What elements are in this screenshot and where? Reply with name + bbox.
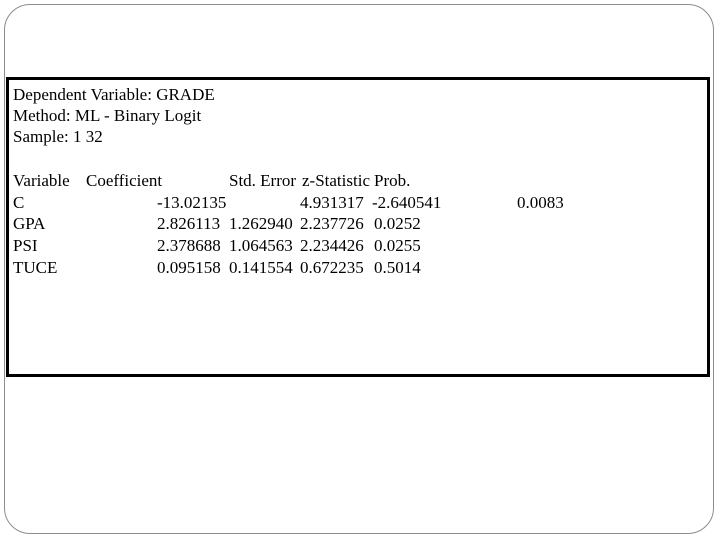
row-psi-variable: PSI <box>13 236 38 255</box>
row-psi-prob: 0.0255 <box>374 236 421 255</box>
column-header-variable: Variable <box>13 171 70 190</box>
row-c-std-error: 4.931317 <box>300 193 364 212</box>
row-tuce-z-statistic: 0.672235 <box>300 258 364 277</box>
row-gpa-std-error: 1.262940 <box>229 214 293 233</box>
row-c-coefficient: -13.02135 <box>157 193 227 212</box>
method-line: Method: ML - Binary Logit <box>13 106 202 125</box>
row-tuce-variable: TUCE <box>13 258 58 277</box>
row-gpa-coefficient: 2.826113 <box>157 214 221 233</box>
column-header-z-statistic: z-Statistic <box>302 171 370 190</box>
column-header-coefficient: Coefficient <box>86 171 163 190</box>
row-c-variable: C <box>13 193 25 212</box>
column-header-std-error: Std. Error <box>229 171 297 190</box>
row-psi-z-statistic: 2.234426 <box>300 236 364 255</box>
dependent-variable-line: Dependent Variable: GRADE <box>13 85 215 104</box>
sample-line: Sample: 1 32 <box>13 127 103 146</box>
row-tuce-coefficient: 0.095158 <box>157 258 221 277</box>
row-gpa-prob: 0.0252 <box>374 214 421 233</box>
row-gpa-z-statistic: 2.237726 <box>300 214 364 233</box>
row-c-prob: 0.0083 <box>517 193 564 212</box>
row-psi-std-error: 1.064563 <box>229 236 293 255</box>
row-tuce-std-error: 0.141554 <box>229 258 293 277</box>
row-c-z-statistic: -2.640541 <box>372 193 442 212</box>
row-gpa-variable: GPA <box>13 214 46 233</box>
column-header-prob: Prob. <box>374 171 411 190</box>
row-tuce-prob: 0.5014 <box>374 258 421 277</box>
row-psi-coefficient: 2.378688 <box>157 236 221 255</box>
